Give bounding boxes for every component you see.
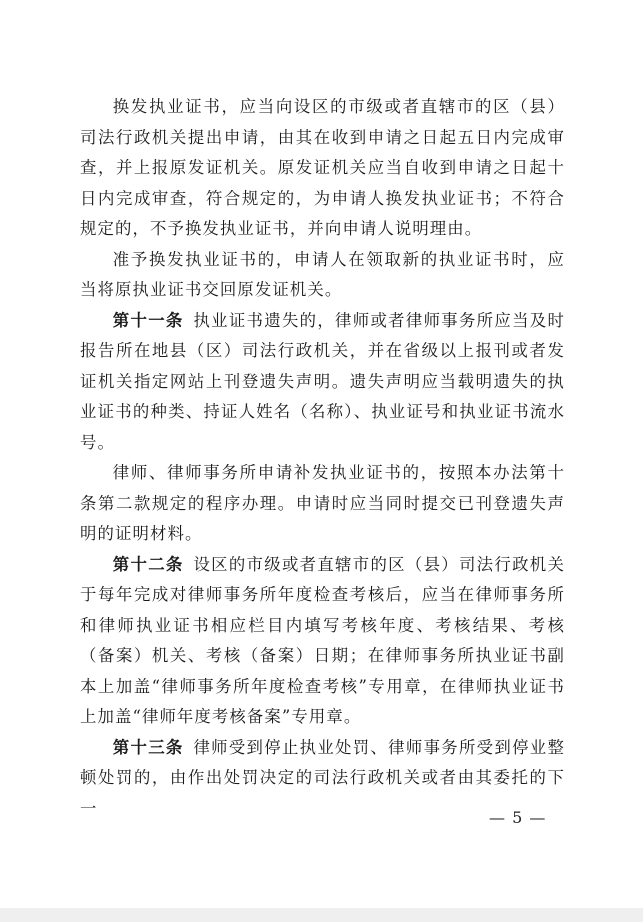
article-12	[80, 550, 565, 733]
article-13-heading: 第十三条	[112, 737, 184, 757]
paragraph-2	[80, 245, 565, 306]
article-11	[80, 306, 565, 459]
paragraph-1	[80, 92, 565, 245]
bottom-edge	[0, 908, 643, 922]
document-body	[80, 92, 565, 824]
article-12-heading: 第十二条	[112, 554, 184, 574]
article-12-text: 设区的市级或者直辖市的区（县）司法行政机关于每年完成对律师事务所年度检查考核后，应当在律师事务所和律师执业证书相应栏目内填写考核年度、考核结果、考核（备案）机关、考核（备案）日期；在律师事务所执业证书副本上加盖“律师事务所年度检查考核”专用章，在律师执业证书上加盖“律师年度考核备案”专用章。	[80, 554, 565, 726]
paragraph-2-text: 准予换发执业证书的，申请人在领取新的执业证书时，应当将原执业证书交回原发证机关。	[80, 249, 565, 299]
page-number: — 5 —	[489, 808, 547, 827]
article-11-heading: 第十一条	[112, 310, 184, 330]
article-11-text: 执业证书遗失的，律师或者律师事务所应当及时报告所在地县（区）司法行政机关，并在省级以上报刊或者发证机关指定网站上刊登遗失声明。遗失声明应当载明遗失的执业证书的种类、持证人姓名（名称）、执业证号和执业证书流水号。	[80, 310, 565, 452]
paragraph-4	[80, 458, 565, 550]
paragraph-4-text: 律师、律师事务所申请补发执业证书的，按照本办法第十条第二款规定的程序办理。申请时应当同时提交已刊登遗失声明的证明材料。	[80, 463, 565, 543]
paragraph-1-text: 换发执业证书，应当向设区的市级或者直辖市的区（县）司法行政机关提出申请，由其在收到申请之日起五日内完成审查，并上报原发证机关。原发证机关应当自收到申请之日起十日内完成审查，符合规定的，为申请人换发执业证书；不符合规定的，不予换发执业证书，并向申请人说明理由。	[80, 97, 565, 238]
article-13-text: 律师受到停止执业处罚、律师事务所受到停业整顿处罚的，由作出处罚决定的司法行政机关或者由其委托的下一	[80, 737, 565, 818]
